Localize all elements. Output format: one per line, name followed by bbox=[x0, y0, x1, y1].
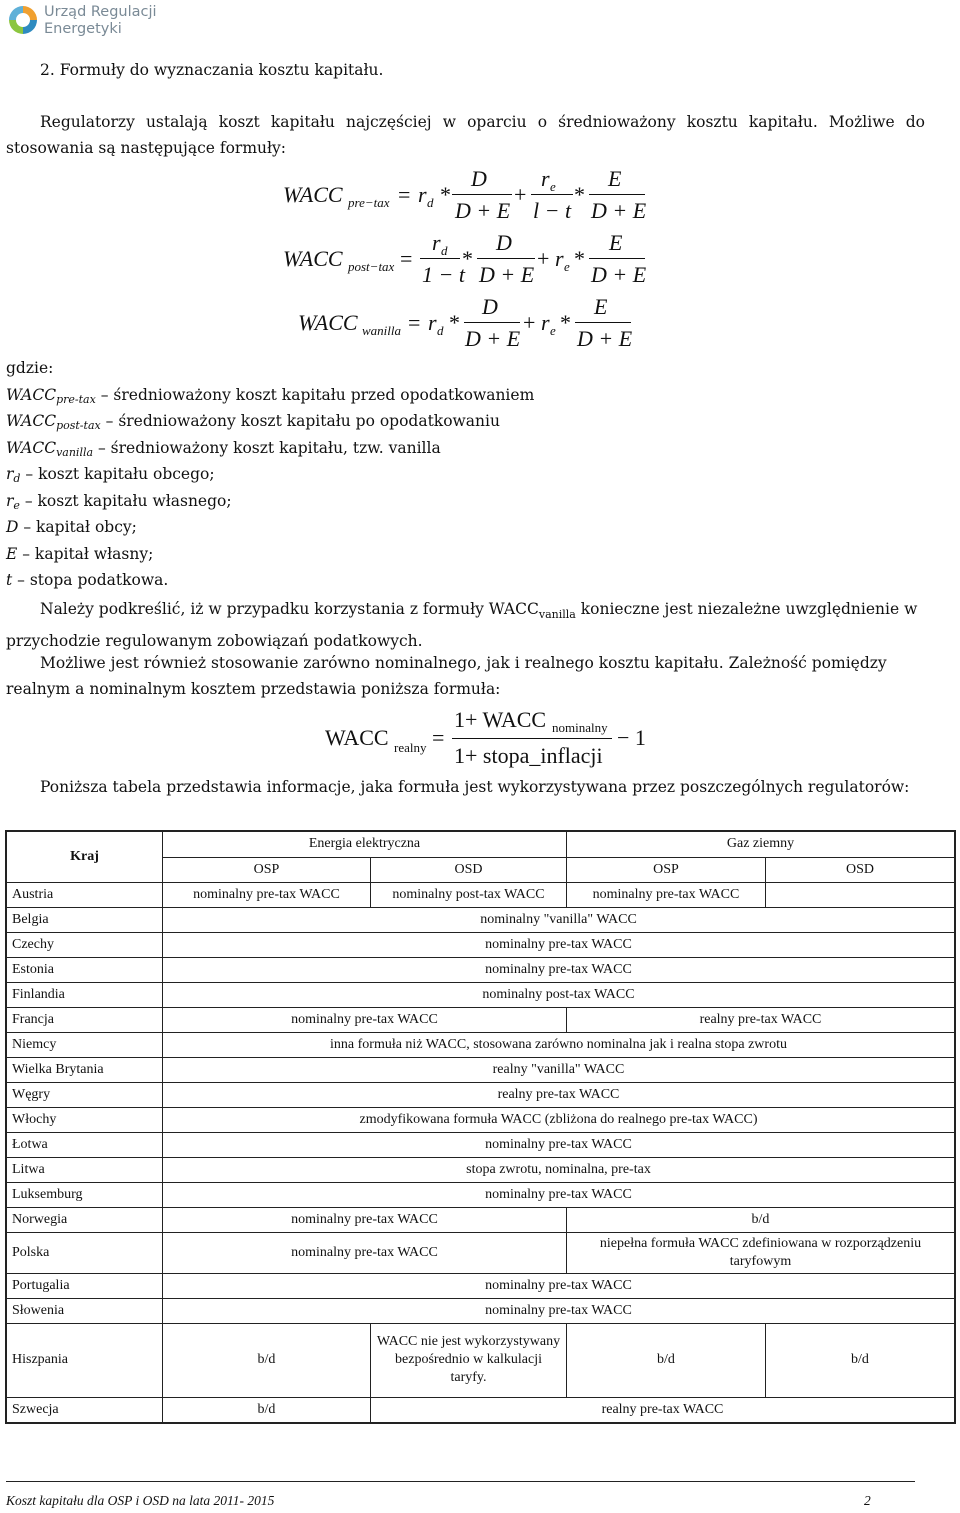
country-cell: Niemcy bbox=[6, 1032, 163, 1057]
nominalny-subscript: nominalny bbox=[552, 720, 608, 735]
real-wacc-formula bbox=[0, 700, 960, 780]
paragraph-table-intro: Poniższa tabela przedstawia informacje, jaka formuła jest wykorzystywana przez poszczególnych regulatorów: bbox=[40, 778, 910, 796]
country-cell: Łotwa bbox=[6, 1132, 163, 1157]
value-cell: nominalny pre-tax WACC bbox=[163, 1298, 956, 1323]
value-cell: nominalny pre-tax WACC bbox=[163, 1007, 567, 1032]
wacc-symbol: WACC bbox=[283, 182, 343, 207]
frac-den: 1+ stopa_inflacji bbox=[454, 743, 603, 768]
frac-den: l − t bbox=[533, 198, 572, 223]
plus: + bbox=[523, 310, 536, 335]
plus: + bbox=[514, 182, 527, 207]
plus: + bbox=[537, 246, 550, 271]
country-cell: Hiszpania bbox=[6, 1323, 163, 1397]
logo-line-2: Energetyki bbox=[44, 21, 122, 37]
logo-line-1: Urząd Regulacji bbox=[44, 4, 157, 20]
definition-item: $r_d$ – koszt kapitału obcego; bbox=[6, 465, 215, 485]
times: * bbox=[462, 246, 473, 271]
value-cell: realny pre-tax WACC bbox=[567, 1007, 956, 1032]
country-cell: Francja bbox=[6, 1007, 163, 1032]
value-cell: b/d bbox=[567, 1323, 766, 1397]
table-row bbox=[6, 1157, 955, 1182]
times: * bbox=[574, 182, 585, 207]
country-cell: Belgia bbox=[6, 907, 163, 932]
re-sub: e bbox=[564, 259, 570, 274]
frac-num: D bbox=[496, 230, 512, 255]
value-cell: niepełna formuła WACC zdefiniowana w rozporządzeniu taryfowym bbox=[567, 1232, 956, 1273]
re: r bbox=[541, 310, 550, 335]
value-cell: b/d bbox=[163, 1397, 371, 1423]
table-row bbox=[6, 907, 955, 932]
value-cell: nominalny pre-tax WACC bbox=[567, 882, 766, 907]
country-cell: Węgry bbox=[6, 1082, 163, 1107]
country-cell: Wielka Brytania bbox=[6, 1057, 163, 1082]
table-row bbox=[6, 1232, 955, 1273]
value-cell: nominalny pre-tax WACC bbox=[163, 1273, 956, 1298]
page-number: 2 bbox=[864, 1493, 871, 1508]
header-kraj: Kraj bbox=[6, 831, 163, 882]
wacc-formulas bbox=[0, 0, 960, 360]
country-cell: Luksemburg bbox=[6, 1182, 163, 1207]
section-heading: 2. Formuły do wyznaczania kosztu kapitału. bbox=[40, 61, 384, 79]
intro-line-2: stosowania są następujące formuły: bbox=[6, 139, 287, 157]
re: r bbox=[541, 166, 550, 191]
frac-num: E bbox=[609, 230, 623, 255]
rd-sub: d bbox=[427, 195, 434, 210]
country-cell: Czechy bbox=[6, 932, 163, 957]
value-cell: b/d bbox=[163, 1323, 371, 1397]
table-row bbox=[6, 1107, 955, 1132]
value-cell: nominalny post-tax WACC bbox=[163, 982, 956, 1007]
times: * bbox=[574, 246, 585, 271]
equals: = bbox=[408, 310, 421, 335]
frac-den: D + E bbox=[577, 326, 633, 351]
wacc-symbol: WACC bbox=[298, 310, 358, 335]
definition-item: $WACC_{pre-tax}$ – średnioważony koszt kapitału przed opodatkowaniem bbox=[6, 385, 535, 406]
table-row bbox=[6, 1182, 955, 1207]
footer-title: Koszt kapitału dla OSP i OSD na lata 2011- 2015 bbox=[6, 1493, 275, 1508]
equals: = bbox=[432, 725, 445, 750]
header-osd: OSD bbox=[766, 857, 956, 882]
times: * bbox=[449, 310, 460, 335]
equals: = bbox=[398, 182, 411, 207]
value-cell: nominalny pre-tax WACC bbox=[163, 957, 956, 982]
value-cell: zmodyfikowana formuła WACC (zbliżona do realnego pre-tax WACC) bbox=[163, 1107, 956, 1132]
frac-den: D + E bbox=[455, 198, 511, 223]
realny-subscript: realny bbox=[394, 740, 427, 755]
table-row bbox=[6, 1032, 955, 1057]
frac-num: 1+ WACC bbox=[454, 707, 547, 732]
table-row bbox=[6, 957, 955, 982]
definition-item: E – kapitał własny; bbox=[6, 544, 154, 563]
table-row bbox=[6, 1007, 955, 1032]
definition-item: $WACC_{vanilla}$ – średnioważony koszt kapitału, tzw. vanilla bbox=[6, 438, 441, 459]
header-osp: OSP bbox=[163, 857, 371, 882]
table-row bbox=[6, 1057, 955, 1082]
rd-sub: d bbox=[437, 323, 444, 338]
value-cell: stopa zwrotu, nominalna, pre-tax bbox=[163, 1157, 956, 1182]
table-row bbox=[6, 1397, 955, 1423]
value-cell: nominalny pre-tax WACC bbox=[163, 1182, 956, 1207]
frac-num: D bbox=[471, 166, 487, 191]
country-cell: Estonia bbox=[6, 957, 163, 982]
rd: r bbox=[432, 230, 441, 255]
rd: r bbox=[418, 182, 427, 207]
value-cell: realny "vanilla" WACC bbox=[163, 1057, 956, 1082]
value-cell: nominalny pre-tax WACC bbox=[163, 1207, 567, 1232]
country-cell: Włochy bbox=[6, 1107, 163, 1132]
table-row bbox=[6, 1082, 955, 1107]
value-cell: realny pre-tax WACC bbox=[371, 1397, 956, 1423]
wacc-symbol: WACC bbox=[325, 725, 389, 750]
value-cell: inna formuła niż WACC, stosowana zarówno nominalna jak i realna stopa zwrotu bbox=[163, 1032, 956, 1057]
table-row bbox=[6, 932, 955, 957]
value-cell: nominalny pre-tax WACC bbox=[163, 1132, 956, 1157]
header-osd: OSD bbox=[371, 857, 567, 882]
re: r bbox=[555, 246, 564, 271]
value-cell: nominalny "vanilla" WACC bbox=[163, 907, 956, 932]
frac-den: D + E bbox=[591, 198, 647, 223]
value-cell: b/d bbox=[766, 1323, 956, 1397]
frac-num: E bbox=[608, 166, 622, 191]
value-cell: nominalny post-tax WACC bbox=[371, 882, 567, 907]
value-cell: nominalny pre-tax WACC bbox=[163, 882, 371, 907]
minus-one: − 1 bbox=[617, 725, 646, 750]
frac-num: E bbox=[594, 294, 608, 319]
country-cell: Polska bbox=[6, 1232, 163, 1273]
where-label: gdzie: bbox=[6, 359, 54, 377]
table-row bbox=[6, 1298, 955, 1323]
value-cell: WACC nie jest wykorzystywany bezpośrednio w kalkulacji taryfy. bbox=[371, 1323, 567, 1397]
re-sub: e bbox=[550, 179, 556, 194]
table-row bbox=[6, 1132, 955, 1157]
paragraph-real-nominal: Możliwe jest również stosowanie zarówno nominalnego, jak i realnego kosztu kapitału. Zależność pomiędzy realnym a nominalnym kosztem przedstawia poniższa formuła: bbox=[6, 654, 887, 698]
header-gaz: Gaz ziemny bbox=[567, 831, 956, 857]
times: * bbox=[560, 310, 571, 335]
frac-den: 1 − t bbox=[422, 262, 465, 287]
rd-sub: d bbox=[441, 243, 448, 258]
definition-item: D – kapitał obcy; bbox=[6, 518, 137, 536]
country-cell: Słowenia bbox=[6, 1298, 163, 1323]
wacc-symbol: WACC bbox=[283, 246, 343, 271]
country-cell: Litwa bbox=[6, 1157, 163, 1182]
re-sub: e bbox=[550, 323, 556, 338]
country-cell: Portugalia bbox=[6, 1273, 163, 1298]
frac-num: D bbox=[482, 294, 498, 319]
equals: = bbox=[400, 246, 413, 271]
table-row bbox=[6, 882, 955, 907]
footer-divider bbox=[6, 1481, 915, 1482]
intro-line-1: Regulatorzy ustalają koszt kapitału najczęściej w oparciu o średnioważony kosztu kapitału. Możliwe do bbox=[40, 113, 925, 131]
value-cell: nominalny pre-tax WACC bbox=[163, 932, 956, 957]
country-cell: Szwecja bbox=[6, 1397, 163, 1423]
header-osp: OSP bbox=[567, 857, 766, 882]
definition-item: t – stopa podatkowa. bbox=[6, 571, 169, 589]
header-energia: Energia elektryczna bbox=[163, 831, 567, 857]
value-cell: b/d bbox=[567, 1207, 956, 1232]
post-tax-subscript: post−tax bbox=[348, 259, 395, 274]
country-cell: Finlandia bbox=[6, 982, 163, 1007]
table-row bbox=[6, 1273, 955, 1298]
value-cell: nominalny pre-tax WACC bbox=[163, 1232, 567, 1273]
vanilla-subscript: wanilla bbox=[362, 323, 402, 338]
times: * bbox=[440, 182, 451, 207]
rd: r bbox=[428, 310, 437, 335]
value-cell: realny pre-tax WACC bbox=[163, 1082, 956, 1107]
pre-tax-subscript: pre−tax bbox=[348, 195, 390, 210]
definition-item: $WACC_{post-tax}$ – średnioważony koszt kapitału po opodatkowaniu bbox=[6, 412, 500, 432]
definitions-list bbox=[6, 355, 534, 594]
table-row bbox=[6, 1207, 955, 1232]
wacc-table bbox=[5, 830, 956, 1424]
frac-den: D + E bbox=[465, 326, 521, 351]
table-row bbox=[6, 1323, 955, 1397]
country-cell: Norwegia bbox=[6, 1207, 163, 1232]
frac-den: D + E bbox=[591, 262, 647, 287]
frac-den: D + E bbox=[479, 262, 535, 287]
country-cell: Austria bbox=[6, 882, 163, 907]
paragraph-vanilla: Należy podkreślić, iż w przypadku korzystania z formuły $WACC_{vanilla}$ konieczne jest niezależne uwzględnienie w przychodzie regulowanym zobowiązań podatkowych. bbox=[6, 600, 918, 651]
definition-item: $r_e$ – koszt kapitału własnego; bbox=[6, 491, 232, 512]
table-row bbox=[6, 982, 955, 1007]
